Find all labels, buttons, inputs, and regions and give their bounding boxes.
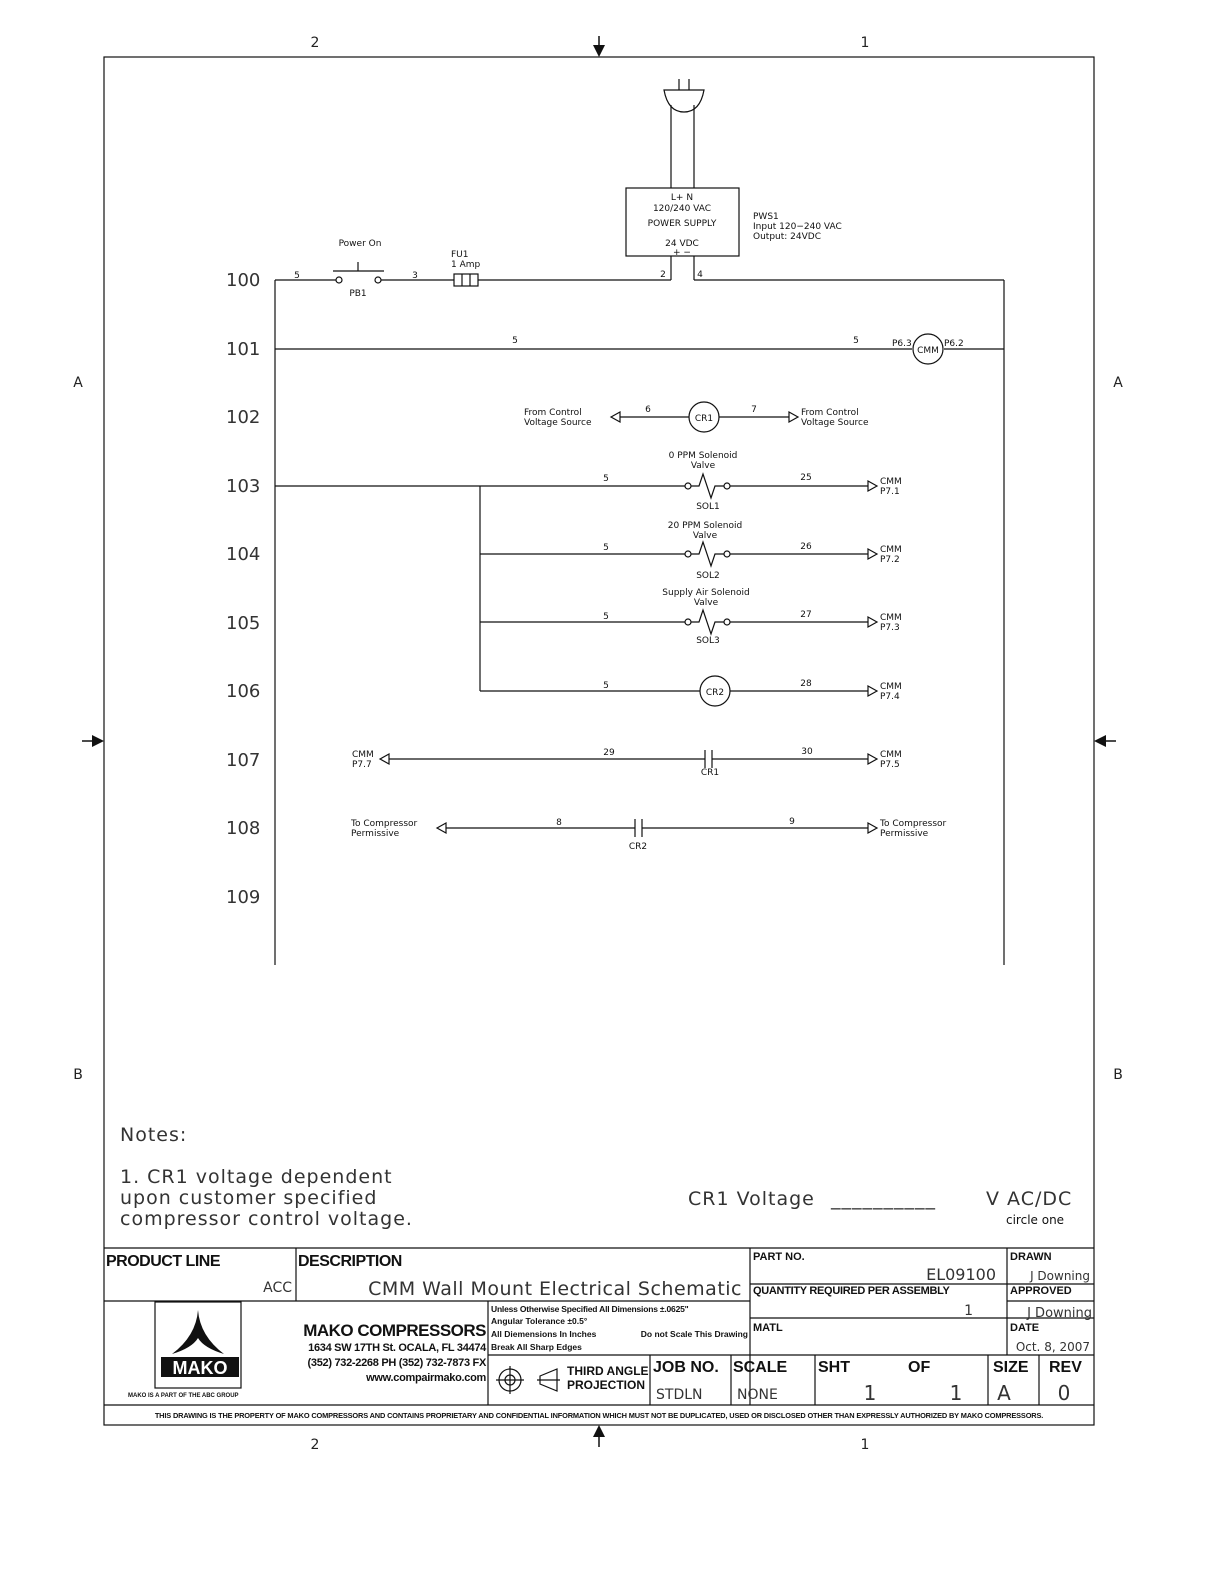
tolerance-line: All Diemensions In Inches	[491, 1329, 597, 1339]
of-label: OF	[908, 1359, 931, 1376]
source-label: P7.7	[352, 760, 372, 770]
part-no-label: PART NO.	[753, 1251, 805, 1263]
qty: 1	[964, 1303, 973, 1319]
wire-number: 7	[751, 405, 757, 415]
destination-label: To Compressor	[880, 819, 947, 829]
destination-label: CMM	[880, 613, 902, 623]
destination-label: P7.1	[880, 487, 900, 497]
ps-name: POWER SUPPLY	[647, 219, 717, 229]
wire-number: 26	[800, 542, 812, 552]
description-label: DESCRIPTION	[298, 1253, 402, 1270]
date: Oct. 8, 2007	[1015, 1340, 1090, 1354]
company-name: MAKO COMPRESSORS	[303, 1321, 486, 1340]
projection-label: THIRD ANGLE	[567, 1364, 649, 1378]
approved-label: APPROVED	[1010, 1285, 1072, 1297]
approved-by: J Downing	[1027, 1306, 1092, 1321]
wire-number: 6	[645, 405, 651, 415]
rung-105	[480, 610, 877, 634]
wire-number: 5	[603, 612, 609, 622]
center-arrow-left-icon	[82, 735, 104, 747]
part-no: EL09100	[926, 1265, 996, 1284]
cr1-voltage-unit: V AC/DC	[986, 1188, 1073, 1210]
scale: NONE	[737, 1387, 778, 1403]
ps-tag: PWS1	[753, 212, 779, 222]
group-note: MAKO IS A PART OF THE ABC GROUP	[128, 1393, 239, 1399]
solenoid-title: Valve	[692, 531, 718, 541]
note-line: compressor control voltage.	[120, 1208, 413, 1230]
size-label: SIZE	[993, 1359, 1029, 1376]
source-label: From Control	[524, 408, 582, 418]
wire-number: 5	[512, 336, 518, 346]
note-line: 1. CR1 voltage dependent	[120, 1166, 393, 1188]
ps-polarity: + −	[673, 248, 691, 258]
solenoid-tag: SOL1	[696, 502, 720, 512]
contact-cr1: CR1	[700, 768, 720, 778]
notes-heading: Notes:	[120, 1124, 188, 1146]
cmm-pin: P6.3	[892, 339, 912, 349]
wire-number: 28	[800, 679, 812, 689]
rung-100	[275, 256, 1004, 286]
job-no: STDLN	[656, 1387, 703, 1403]
center-arrow-top-icon	[593, 36, 605, 57]
tolerance-line: Unless Otherwise Specified All Dimensions ±.0625"	[491, 1304, 689, 1314]
zone-top-right: 1	[860, 35, 870, 51]
company-address: 1634 SW 17TH St. OCALA, FL 34474	[308, 1342, 486, 1354]
source-label: To Compressor	[351, 819, 418, 829]
ps-spec-output: Output: 24VDC	[753, 232, 821, 242]
cmm-pin: P6.2	[944, 339, 964, 349]
zone-left-b: B	[73, 1067, 83, 1083]
mako-logo	[155, 1302, 241, 1388]
solenoid-tag: SOL2	[696, 571, 720, 581]
destination-label: CMM	[880, 750, 902, 760]
source-label: Permissive	[351, 829, 400, 839]
cr1-voltage-blank: __________	[831, 1188, 936, 1210]
ps-spec-input: Input 120−240 VAC	[753, 222, 842, 232]
destination-label: P7.4	[880, 692, 900, 702]
power-supply	[626, 188, 739, 258]
source-label: Voltage Source	[524, 418, 592, 428]
rung-number: 102	[226, 407, 261, 428]
relay-coil-cr2: CR2	[705, 688, 725, 698]
wire-number: 5	[853, 336, 859, 346]
source-label: Voltage Source	[801, 418, 869, 428]
rung-number: 109	[226, 887, 261, 908]
fuse-rating: 1 Amp	[451, 260, 481, 270]
solenoid-title: Supply Air Solenoid	[662, 588, 750, 598]
wire-number: 2	[660, 270, 666, 280]
wire-number: 29	[603, 748, 615, 758]
destination-label: CMM	[880, 477, 902, 487]
ps-output-voltage: 24 VDC	[665, 239, 699, 249]
fuse-tag: FU1	[451, 250, 469, 260]
ps-input-voltage: 120/240 VAC	[652, 204, 712, 214]
destination-label: CMM	[880, 545, 902, 555]
contact-cr2: CR2	[628, 842, 648, 852]
cr1-voltage-label: CR1 Voltage	[688, 1188, 815, 1210]
note-line: upon customer specified	[120, 1187, 378, 1209]
solenoid-title: Valve	[690, 461, 716, 471]
qty-label: QUANTITY REQUIRED PER ASSEMBLY	[753, 1285, 950, 1297]
rung-106	[480, 676, 877, 706]
solenoid-tag: SOL3	[696, 636, 720, 646]
relay-coil-cr1: CR1	[694, 414, 714, 424]
projection-label: PROJECTION	[567, 1378, 646, 1392]
wire-number: 30	[801, 747, 813, 757]
rung-103	[275, 474, 877, 691]
revision: 0	[1057, 1381, 1071, 1405]
zone-left-a: A	[73, 375, 83, 391]
solenoid-title: Valve	[693, 598, 719, 608]
tolerance-line: Angular Tolerance ±0.5°	[491, 1316, 588, 1326]
destination-label: P7.5	[880, 760, 900, 770]
cmm-device: CMM	[917, 346, 939, 356]
drawn-by: J Downing	[1030, 1269, 1090, 1283]
drawn-label: DRAWN	[1010, 1251, 1052, 1263]
zone-top-left: 2	[310, 35, 320, 51]
wire-number: 5	[603, 681, 609, 691]
rung-number: 107	[226, 750, 261, 771]
rung-number: 106	[226, 681, 261, 702]
tolerance-line: Break All Sharp Edges	[491, 1342, 582, 1352]
solenoid-title: 0 PPM Solenoid	[668, 451, 738, 461]
zone-right-b: B	[1113, 1067, 1123, 1083]
company-website: www.compairmako.com	[366, 1372, 486, 1384]
sheet-label: SHT	[818, 1359, 850, 1376]
source-label: CMM	[352, 750, 374, 760]
matl-label: MATL	[753, 1322, 783, 1334]
power-plug-icon	[664, 79, 704, 188]
rung-number: 104	[226, 544, 261, 565]
no-scale-note: Do not Scale This Drawing	[640, 1329, 748, 1339]
rung-number: 108	[226, 818, 261, 839]
size: A	[997, 1381, 1011, 1405]
company-phone: (352) 732-2268 PH (352) 732-7873 FX	[307, 1357, 486, 1369]
wire-number: 5	[603, 474, 609, 484]
zone-bottom-left: 2	[310, 1437, 320, 1453]
wire-number: 25	[800, 473, 812, 483]
rung-number: 105	[226, 613, 261, 634]
wire-number: 5	[603, 543, 609, 553]
wire-number: 3	[412, 271, 418, 281]
product-line-label: PRODUCT LINE	[106, 1253, 220, 1270]
date-label: DATE	[1010, 1322, 1040, 1334]
cr1-voltage-hint: circle one	[1006, 1213, 1065, 1227]
wire-number: 5	[294, 271, 300, 281]
pushbutton-tag: PB1	[349, 289, 367, 299]
rung-number: 100	[226, 270, 261, 291]
sheet-number: 1	[863, 1381, 877, 1405]
destination-label: Permissive	[880, 829, 929, 839]
wire-number: 4	[697, 270, 703, 280]
wire-number: 9	[789, 817, 795, 827]
wire-number: 27	[800, 610, 812, 620]
pushbutton-label: Power On	[338, 239, 382, 249]
job-no-label: JOB NO.	[653, 1359, 719, 1376]
zone-bottom-right: 1	[860, 1437, 870, 1453]
wire-number: 8	[556, 818, 562, 828]
destination-label: P7.2	[880, 555, 900, 565]
product-line: ACC	[263, 1280, 292, 1296]
zone-right-a: A	[1113, 375, 1123, 391]
total-sheets: 1	[949, 1381, 963, 1405]
center-arrow-bottom-icon	[593, 1425, 605, 1447]
rung-number: 103	[226, 476, 261, 497]
destination-label: CMM	[880, 682, 902, 692]
destination-label: P7.3	[880, 623, 900, 633]
rung-number: 101	[226, 339, 261, 360]
disclaimer: THIS DRAWING IS THE PROPERTY OF MAKO COMPRESSORS AND CONTAINS PROPRIETARY AND CONFIDENTIAL INFORMATION WHICH MUST NOT BE DUPLICATED, USED OR DISCLOSED OTHER THAN EXPRESSLY AUTHORIZED BY MAKO COMPRESSORS.	[154, 1411, 1044, 1420]
third-angle-projection-icon	[496, 1366, 560, 1394]
ps-terminals: L+ N	[670, 193, 694, 203]
rung-108	[437, 819, 877, 837]
source-label: From Control	[801, 408, 859, 418]
scale-label: SCALE	[733, 1359, 788, 1376]
logo-text: MAKO	[172, 1358, 228, 1378]
solenoid-title: 20 PPM Solenoid	[667, 521, 743, 531]
center-arrow-right-icon	[1094, 735, 1116, 747]
rev-label: REV	[1049, 1359, 1082, 1376]
description: CMM Wall Mount Electrical Schematic	[368, 1278, 742, 1300]
rung-104	[480, 542, 877, 566]
